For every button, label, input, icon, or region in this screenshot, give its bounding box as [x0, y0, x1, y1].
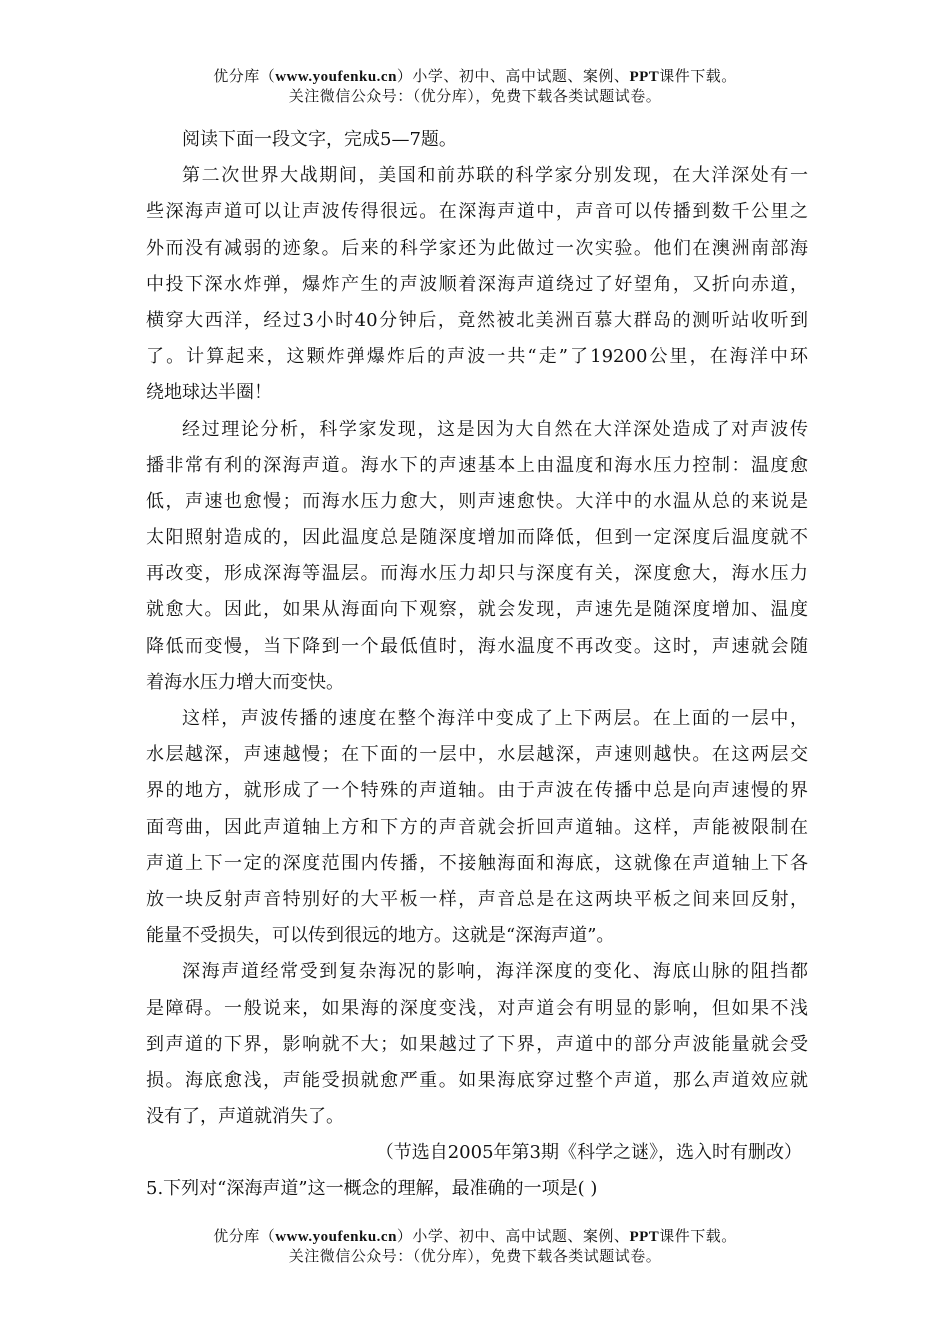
text-line: 再改变，形成深海等温层。而海水压力却只与深度有关，深度愈大，海水压力: [146, 563, 808, 585]
text-line: 到声道的下界，影响就不大；如果越过了下界，声道中的部分声波能量就会受: [146, 1033, 808, 1055]
text-line: 损。海底愈浅，声能受损就愈严重。如果海底穿过整个声道，那么声道效应就: [146, 1069, 808, 1091]
header-line-1: 优分库（www.youfenku.cn）小学、初中、高中试题、案例、PPT课件下载。: [213, 67, 737, 85]
site-link[interactable]: www.youfenku.cn: [275, 69, 397, 85]
paragraph-3: [146, 701, 808, 954]
question-5: 5.下列对“深海声道”这一概念的理解，最准确的一项是( ): [146, 1178, 598, 1200]
paragraph-4: [146, 954, 808, 1135]
footer-line-2: 关注微信公众号：（优分库），免费下载各类试题试卷。: [288, 1247, 662, 1265]
text-line: 能量不受损失，可以传到很远的地方。这就是“深海声道”。: [146, 925, 615, 947]
text-line: 深海声道经常受到复杂海况的影响，海洋深度的变化、海底山脉的阻挡都: [182, 961, 808, 983]
site-link[interactable]: www.youfenku.cn: [275, 1229, 397, 1245]
text-line: 外而没有减弱的迹象。后来的科学家还为此做过一次实验。他们在澳洲南部海: [146, 237, 808, 259]
text-line: 着海水压力增大而变快。: [146, 671, 344, 693]
text-line: 降低而变慢，当下降到一个最低值时，海水温度不再改变。这时，声速就会随: [146, 635, 808, 657]
text-line: 放一块反射声音特别好的大平板一样，声音总是在这两块平板之间来回反射，: [146, 888, 808, 910]
footer-line-1: 优分库（www.youfenku.cn）小学、初中、高中试题、案例、PPT课件下载。: [213, 1227, 737, 1245]
text-line: 面弯曲，因此声道轴上方和下方的声音就会折回声道轴。这样，声能被限制在: [146, 816, 808, 838]
text-line: 就愈大。因此，如果从海面向下观察，就会发现，声速先是随深度增加、温度: [146, 599, 808, 621]
text-line: 声道上下一定的深度范围内传播，不接触海面和海底，这就像在声道轴上下各: [146, 852, 808, 874]
page-header: [0, 67, 950, 106]
text-line: 经过理论分析，科学家发现，这是因为大自然在大洋深处造成了对声波传: [182, 418, 808, 440]
text-line: 界的地方，就形成了一个特殊的声道轴。由于声波在传播中总是向声速慢的界: [146, 780, 808, 802]
text-line: 低，声速也愈慢；而海水压力愈大，则声速愈快。大洋中的水温从总的来说是: [146, 490, 808, 512]
text-line: 中投下深水炸弹，爆炸产生的声波顺着深海声道绕过了好望角，又折向赤道，: [146, 273, 808, 295]
text-line: 是障碍。一般说来，如果海的深度变浅，对声道会有明显的影响，但如果不浅: [146, 997, 808, 1019]
paragraph-1: [146, 158, 808, 411]
source-citation: （节选自2005年第3期《科学之谜》，选入时有删改）: [375, 1142, 802, 1164]
text-line: 播非常有利的深海声道。海水下的声速基本上由温度和海水压力控制：温度愈: [146, 454, 808, 476]
text-line: 了。计算起来，这颗炸弹爆炸后的声波一共“走”了19200公里，在海洋中环: [146, 346, 808, 368]
text-line: 绕地球达半圈！: [146, 382, 272, 404]
text-line: 横穿大西洋，经过3小时40分钟后，竟然被北美洲百慕大群岛的测听站收听到: [146, 309, 808, 331]
paragraph-2: [146, 412, 808, 702]
page-footer: [0, 1227, 950, 1266]
text-line: 太阳照射造成的，因此温度总是随深度增加而降低，但到一定深度后温度就不: [146, 527, 808, 549]
text-line: 没有了，声道就消失了。: [146, 1106, 344, 1128]
text-line: 这样，声波传播的速度在整个海洋中变成了上下两层。在上面的一层中，: [182, 708, 808, 729]
header-line-2: 关注微信公众号：（优分库），免费下载各类试题试卷。: [288, 87, 662, 105]
text-line: 第二次世界大战期间，美国和前苏联的科学家分别发现，在大洋深处有一: [182, 165, 808, 187]
text-line: 水层越深，声速越慢；在下面的一层中，水层越深，声速则越快。在这两层交: [146, 744, 808, 766]
article-body: [146, 122, 808, 1208]
reading-instruction: 阅读下面一段文字，完成5—7题。: [182, 129, 457, 150]
text-line: 些深海声道可以让声波传得很远。在深海声道中，声音可以传播到数千公里之: [146, 201, 808, 223]
